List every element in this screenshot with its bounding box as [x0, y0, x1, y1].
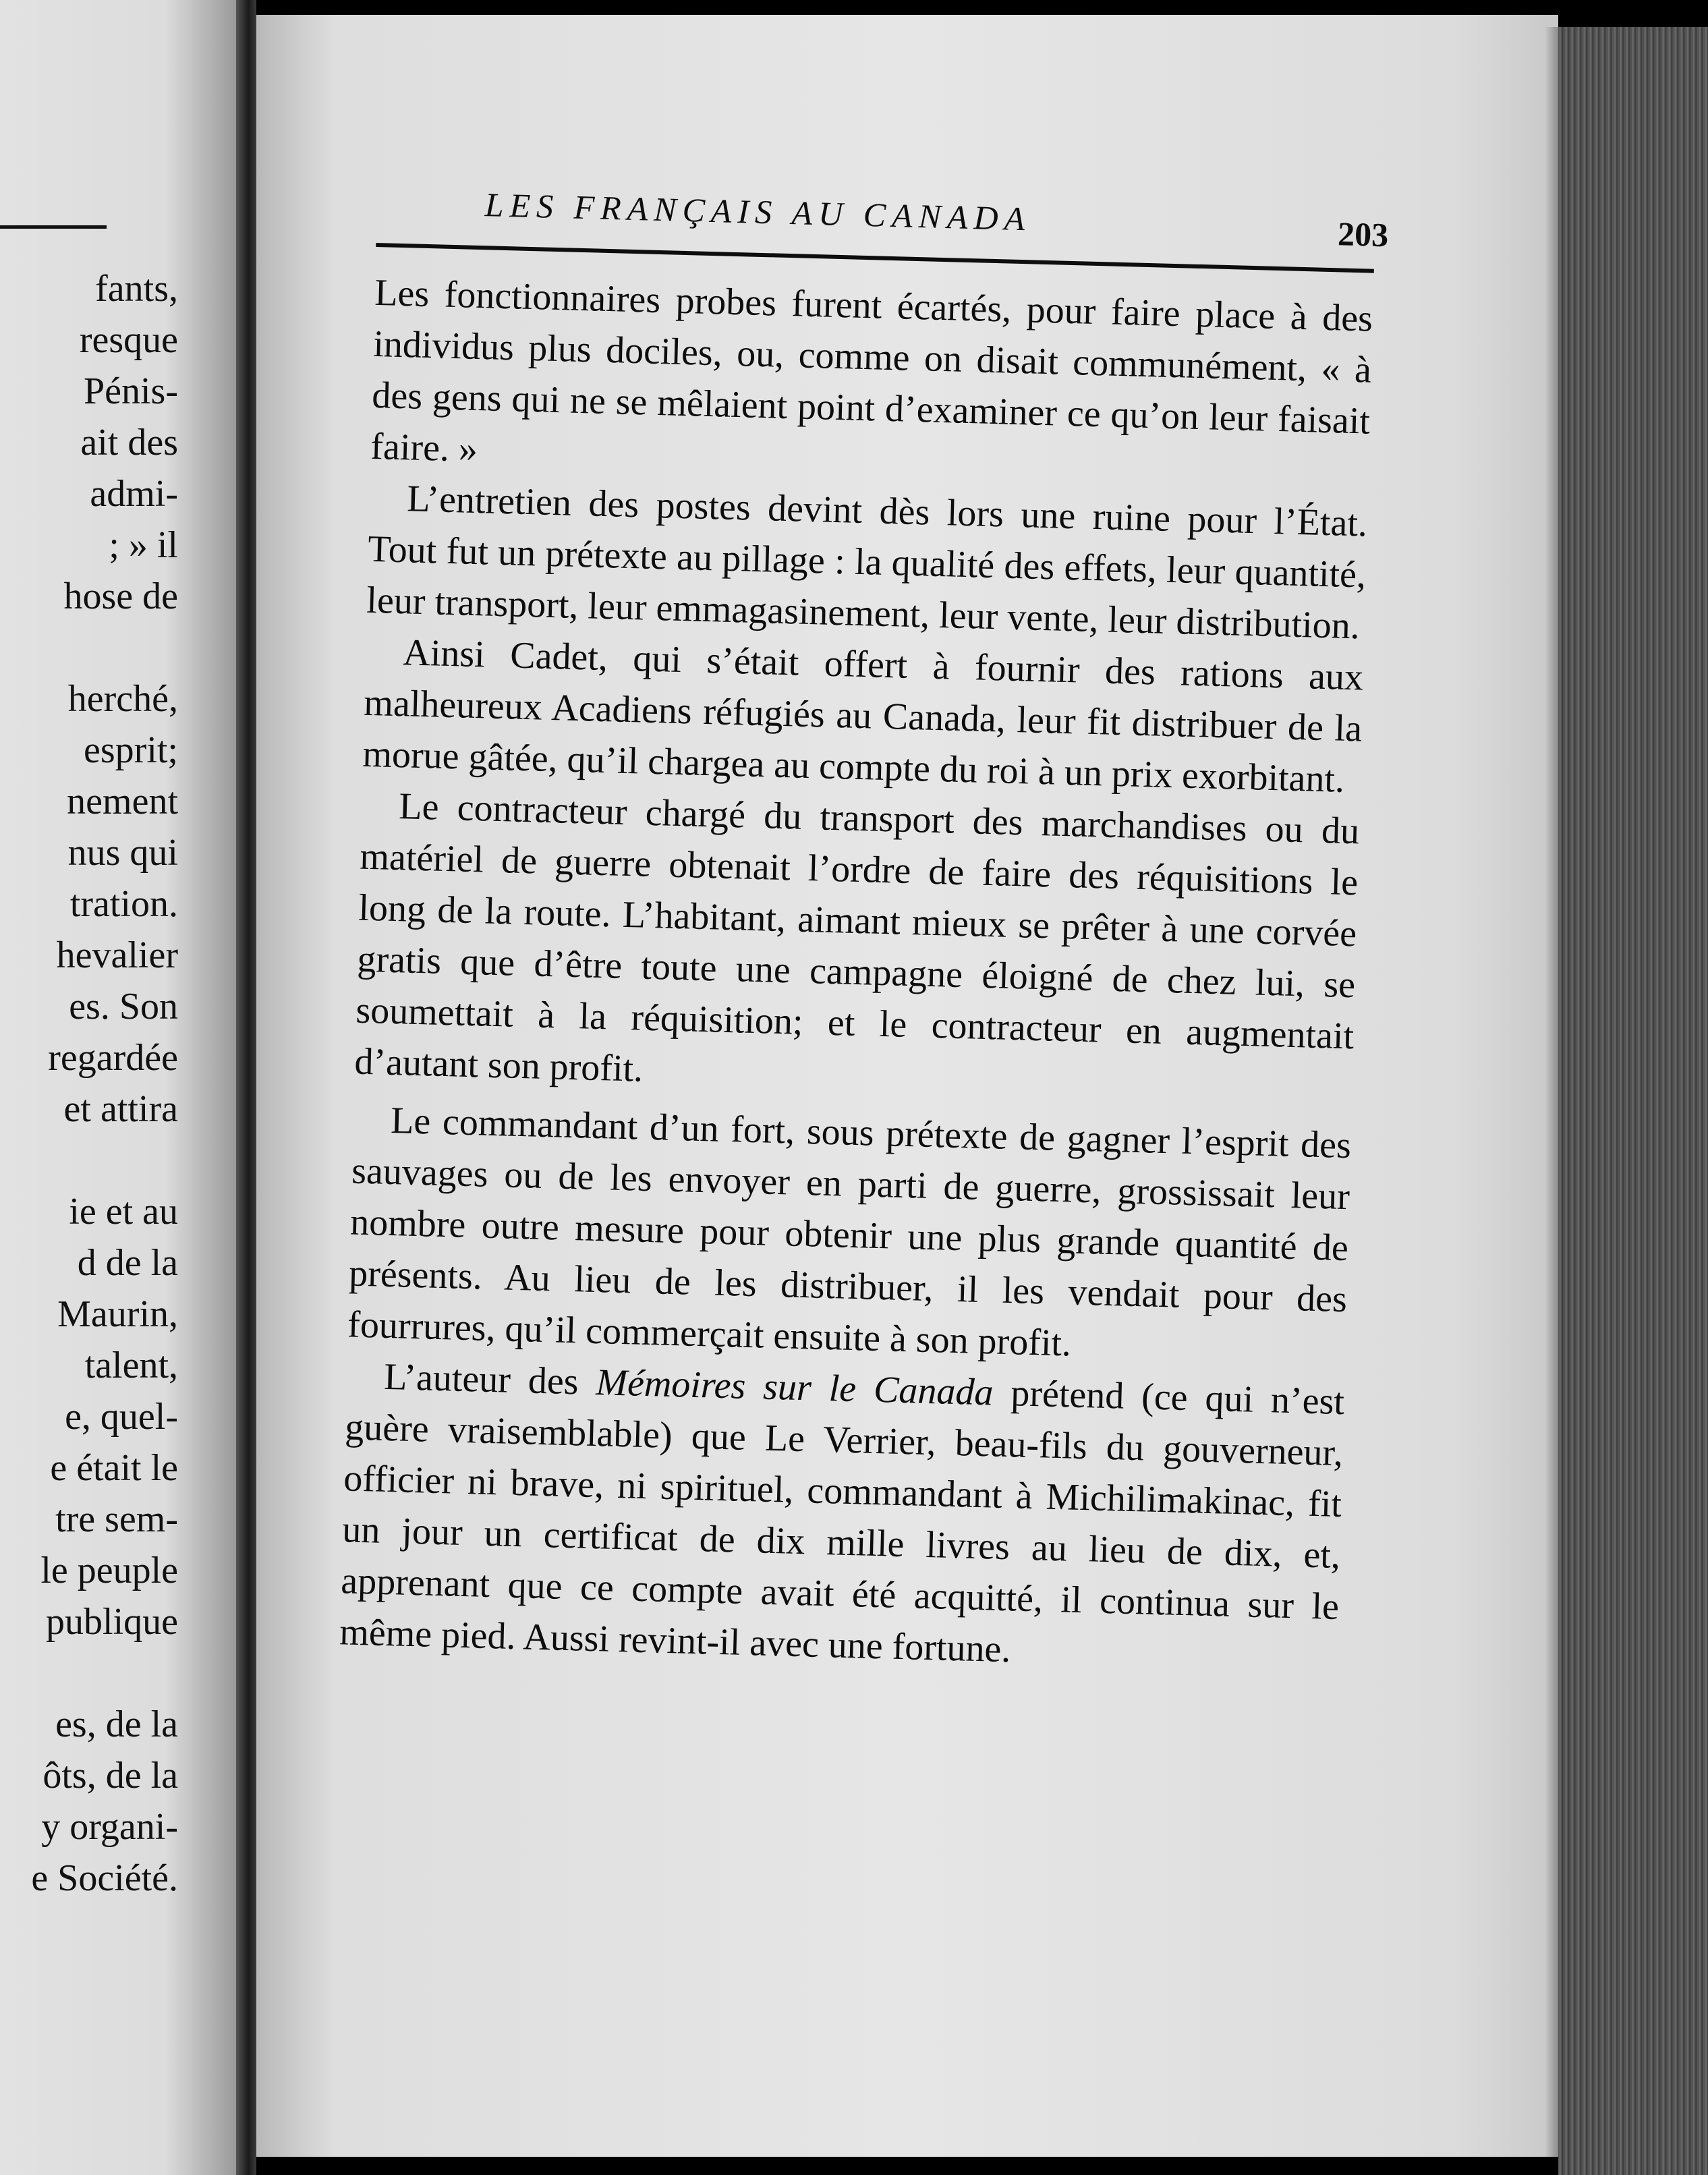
header-rule	[376, 243, 1374, 273]
left-line: et attira	[63, 1088, 178, 1130]
left-line: fants,	[95, 268, 178, 310]
left-page-rule	[0, 225, 107, 229]
left-line: y organi-	[41, 1806, 178, 1848]
paragraph: Ainsi Cadet, qui s’était offert à fournir des rations aux malheureux Acadiens réfugiés au Canada, leur fit distribuer de la morue gâtée, qu’il chargea au compte du roi à un prix exorbitant.	[362, 631, 1364, 801]
left-line: Maurin,	[57, 1293, 178, 1335]
left-line: tre sem-	[55, 1498, 178, 1540]
book-page-edges	[1558, 27, 1708, 2175]
left-line: hevalier	[56, 934, 178, 976]
left-line: es, de la	[55, 1703, 178, 1745]
paragraph-text: prétend (ce qui n’est guère vraisemblable) que Le Verrier, beau-fils du gouverneur, officier ni brave, ni spirituel, commandant à Michilimakinac, fit un jour un certificat de dix mille livres au lieu de dix, et, apprenant que ce compte avait été acquitté, il continua sur le même pied. Aussi revint-il avec une fortune.	[339, 1372, 1345, 1671]
left-line: d de la	[77, 1242, 178, 1284]
paragraph-text: L’auteur des	[383, 1355, 597, 1404]
paragraph: Le contracteur chargé du transport des marchandises ou du matériel de guerre obtenait l’ordre de faire des réquisitions le long de la route. L’habitant, aimant mieux se prêter à une corvée gratis que d’être toute une campagne éloigné de chez lui, se soumettait à la réquisition; et le contracteur en augmentait d’autant son profit.	[353, 785, 1360, 1090]
left-line: nement	[67, 781, 178, 822]
left-line: nus qui	[67, 832, 178, 874]
left-line: es. Son	[69, 986, 178, 1027]
left-line: e Société.	[31, 1857, 178, 1899]
paragraph: Le commandant d’un fort, sous prétexte de gagner l’esprit des sauvages ou de les envoyer en parti de guerre, grossissait leur nombre outre mesure pour obtenir une plus grande quantité de présents. Au lieu de les distribuer, il les vendait pour des fourrures, qu’il commerçait ensuite à son profit.	[347, 1099, 1352, 1365]
left-facing-page	[0, 0, 236, 2175]
left-line: talent,	[84, 1345, 178, 1386]
body-text	[339, 267, 1373, 1684]
page-content	[339, 175, 1389, 1685]
left-line: resque	[79, 319, 178, 361]
left-line: Pénis-	[84, 370, 178, 412]
left-line: admi-	[90, 473, 178, 515]
left-page-text	[31, 263, 178, 1904]
paragraph: L’entretien des postes devint dès lors une ruine pour l’État. Tout fut un prétexte au pillage : la qualité des effets, leur quantité, leur transport, leur emmagasinement, leur vente, leur distribution.	[366, 478, 1368, 648]
left-line: tration.	[69, 883, 178, 925]
left-line	[31, 1647, 178, 1699]
left-line: ait des	[80, 422, 178, 463]
left-line: le peuple	[40, 1550, 178, 1591]
left-line: herché,	[67, 678, 178, 720]
left-line: ôts, de la	[42, 1755, 178, 1797]
left-line	[31, 1135, 178, 1186]
left-line	[31, 622, 178, 673]
paragraph: Les fonctionnaires probes furent écartés, pour faire place à des individus plus dociles, ou, comme on disait communément, « à des gens qui ne se mêlaient point d’examiner ce qu’on leur faisait faire. »	[370, 271, 1373, 471]
left-line: regardée	[48, 1037, 178, 1079]
page-number: 203	[1337, 215, 1389, 254]
left-line: e était le	[50, 1447, 178, 1489]
left-line: ; » il	[109, 524, 178, 566]
left-line: esprit;	[84, 729, 178, 771]
running-title: LES FRANÇAIS AU CANADA	[484, 186, 1031, 238]
left-line: e, quel-	[65, 1396, 178, 1438]
left-line: hose de	[63, 575, 178, 617]
book-title: Mémoires sur le Canada	[595, 1361, 994, 1414]
left-line: publique	[46, 1601, 178, 1643]
book-gutter	[236, 0, 256, 2175]
left-line: ie et au	[69, 1191, 178, 1233]
paragraph	[339, 1350, 1344, 1684]
